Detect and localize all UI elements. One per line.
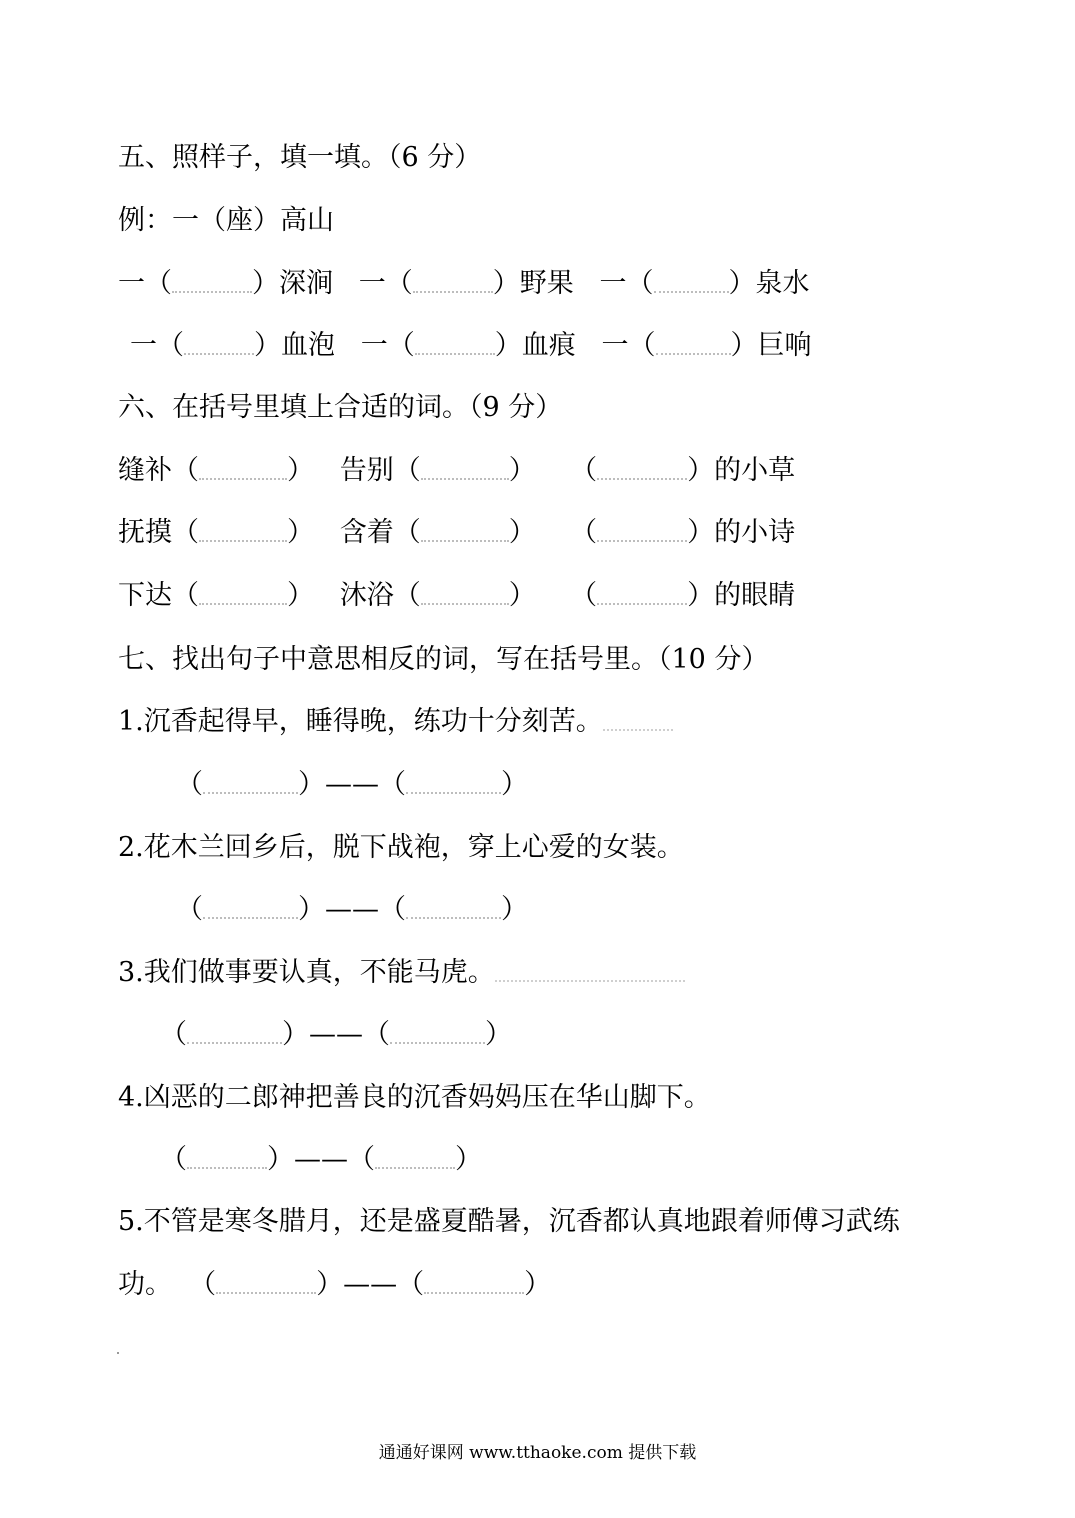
answer-line-1: [176, 765, 528, 805]
bracket-open: （: [570, 455, 598, 486]
margin-mark: [117, 1352, 119, 1354]
bracket-open: （: [348, 1144, 375, 1175]
answer-blank[interactable]: [413, 277, 493, 293]
answer-blank[interactable]: [184, 339, 254, 355]
bracket-open: （: [379, 769, 406, 800]
answer-blank-right[interactable]: [406, 778, 501, 794]
answer-blank-right[interactable]: [390, 1028, 485, 1044]
bracket-open: （: [160, 1019, 187, 1050]
answer-blank-right[interactable]: [406, 903, 501, 919]
bracket-open: （: [570, 517, 598, 548]
section-6-heading: 六、在括号里填上合适的词。（9 分）: [118, 392, 563, 423]
answer-blank-left[interactable]: [203, 903, 298, 919]
section-5-heading: 五、照样子，填一填。（6 分）: [118, 142, 482, 173]
answer-blank-right[interactable]: [424, 1278, 524, 1294]
measure-noun: ）血痕: [494, 330, 576, 361]
bracket-close: ）: [485, 1019, 512, 1050]
answer-blank[interactable]: [597, 589, 687, 605]
answer-line-2: [176, 890, 528, 930]
bracket-close: ）: [508, 517, 536, 548]
bracket-close: ）: [455, 1144, 482, 1175]
bracket-open: （: [570, 580, 598, 611]
answer-blank[interactable]: [415, 339, 495, 355]
answer-blank[interactable]: [199, 464, 287, 480]
bracket-close: ）: [287, 580, 314, 611]
measure-noun: ）泉水: [728, 268, 810, 299]
answer-line-3: [160, 1015, 512, 1055]
measure-prefix: 一（: [118, 268, 172, 299]
measure-prefix: 一（: [599, 268, 654, 299]
bracket-close: ）: [298, 769, 325, 800]
section-6-row-2: [118, 513, 795, 553]
measure-prefix: 一（: [358, 268, 413, 299]
question-1: [118, 702, 673, 742]
question-text: 2.花木兰回乡后，脱下战袍，穿上心爱的女装。: [118, 832, 684, 863]
answer-blank[interactable]: [597, 464, 687, 480]
word-prompt: 下达（: [118, 580, 199, 611]
question-text: 1.沉香起得早，睡得晚，练功十分刻苦。: [118, 706, 603, 737]
bracket-open: （: [379, 894, 406, 925]
measure-noun: ）野果: [492, 268, 574, 299]
answer-blank[interactable]: [421, 589, 509, 605]
section-6-row-1: [118, 451, 795, 491]
question-text: 4.凶恶的二郎神把善良的沉香妈妈压在华山脚下。: [118, 1082, 711, 1113]
answer-blank[interactable]: [421, 526, 509, 542]
answer-blank[interactable]: [172, 277, 252, 293]
bracket-close: ）: [298, 894, 325, 925]
dash-separator: ——: [325, 894, 379, 925]
bracket-close: ）: [282, 1019, 309, 1050]
question-text: 3.我们做事要认真，不能马虎。: [118, 957, 495, 988]
bracket-close: ）: [501, 894, 528, 925]
section-7-heading: 七、找出句子中意思相反的词，写在括号里。（10 分）: [118, 644, 769, 675]
question-5-line-2: [118, 1265, 551, 1305]
question-text: 功。: [118, 1269, 172, 1300]
word-prompt: 沐浴（: [339, 580, 421, 611]
question-5-line-1: 5.不管是寒冬腊月，还是盛夏酷暑，沉香都认真地跟着师傅习武练: [118, 1206, 900, 1237]
answer-blank[interactable]: [597, 526, 687, 542]
measure-prefix: 一（: [130, 330, 184, 361]
bracket-open: （: [160, 1144, 187, 1175]
word-prompt: 缝补（: [118, 455, 199, 486]
trailing-dots: [495, 966, 685, 982]
answer-line-4: [160, 1140, 482, 1180]
question-2: [118, 828, 684, 868]
word-tail: ）的小诗: [687, 517, 796, 548]
answer-blank-left[interactable]: [203, 778, 298, 794]
answer-blank-left[interactable]: [216, 1278, 316, 1294]
measure-prefix: 一（: [360, 330, 415, 361]
trailing-dots: [603, 715, 673, 731]
word-prompt: 告别（: [339, 455, 421, 486]
question-4: [118, 1078, 711, 1118]
question-3: [118, 953, 685, 993]
dash-separator: ——: [325, 769, 379, 800]
bracket-close: ）: [501, 769, 528, 800]
bracket-close: ）: [508, 580, 536, 611]
dash-separator: ——: [294, 1144, 348, 1175]
answer-blank-left[interactable]: [187, 1028, 282, 1044]
word-prompt: 抚摸（: [118, 517, 199, 548]
answer-blank[interactable]: [199, 526, 287, 542]
word-prompt: 含着（: [339, 517, 421, 548]
answer-blank[interactable]: [654, 277, 729, 293]
measure-noun: ）血泡: [254, 330, 335, 361]
section-5-row-1: [118, 264, 810, 304]
answer-blank[interactable]: [656, 339, 731, 355]
bracket-open: （: [397, 1269, 425, 1300]
dash-separator: ——: [309, 1019, 363, 1050]
word-tail: ）的眼睛: [687, 580, 796, 611]
section-5-example: 例：一（座）高山: [118, 205, 334, 236]
word-tail: ）的小草: [687, 455, 796, 486]
bracket-close: ）: [316, 1269, 344, 1300]
dash-separator: ——: [343, 1269, 398, 1300]
bracket-open: （: [189, 1269, 217, 1300]
bracket-close: ）: [287, 517, 314, 548]
bracket-open: （: [363, 1019, 390, 1050]
answer-blank[interactable]: [421, 464, 509, 480]
bracket-close: ）: [267, 1144, 294, 1175]
answer-blank-right[interactable]: [375, 1153, 455, 1169]
section-5-row-2: [130, 326, 812, 366]
answer-blank[interactable]: [199, 589, 287, 605]
bracket-open: （: [176, 894, 203, 925]
answer-blank-left[interactable]: [187, 1153, 267, 1169]
bracket-open: （: [176, 769, 203, 800]
bracket-close: ）: [508, 455, 536, 486]
measure-prefix: 一（: [601, 330, 656, 361]
bracket-close: ）: [524, 1269, 552, 1300]
footer-credit: 通通好课网 www.tthaoke.com 提供下载: [378, 1443, 697, 1463]
section-6-row-3: [118, 576, 795, 616]
measure-noun: ）深涧: [252, 268, 333, 299]
measure-noun: ）巨响: [730, 330, 812, 361]
bracket-close: ）: [287, 455, 314, 486]
